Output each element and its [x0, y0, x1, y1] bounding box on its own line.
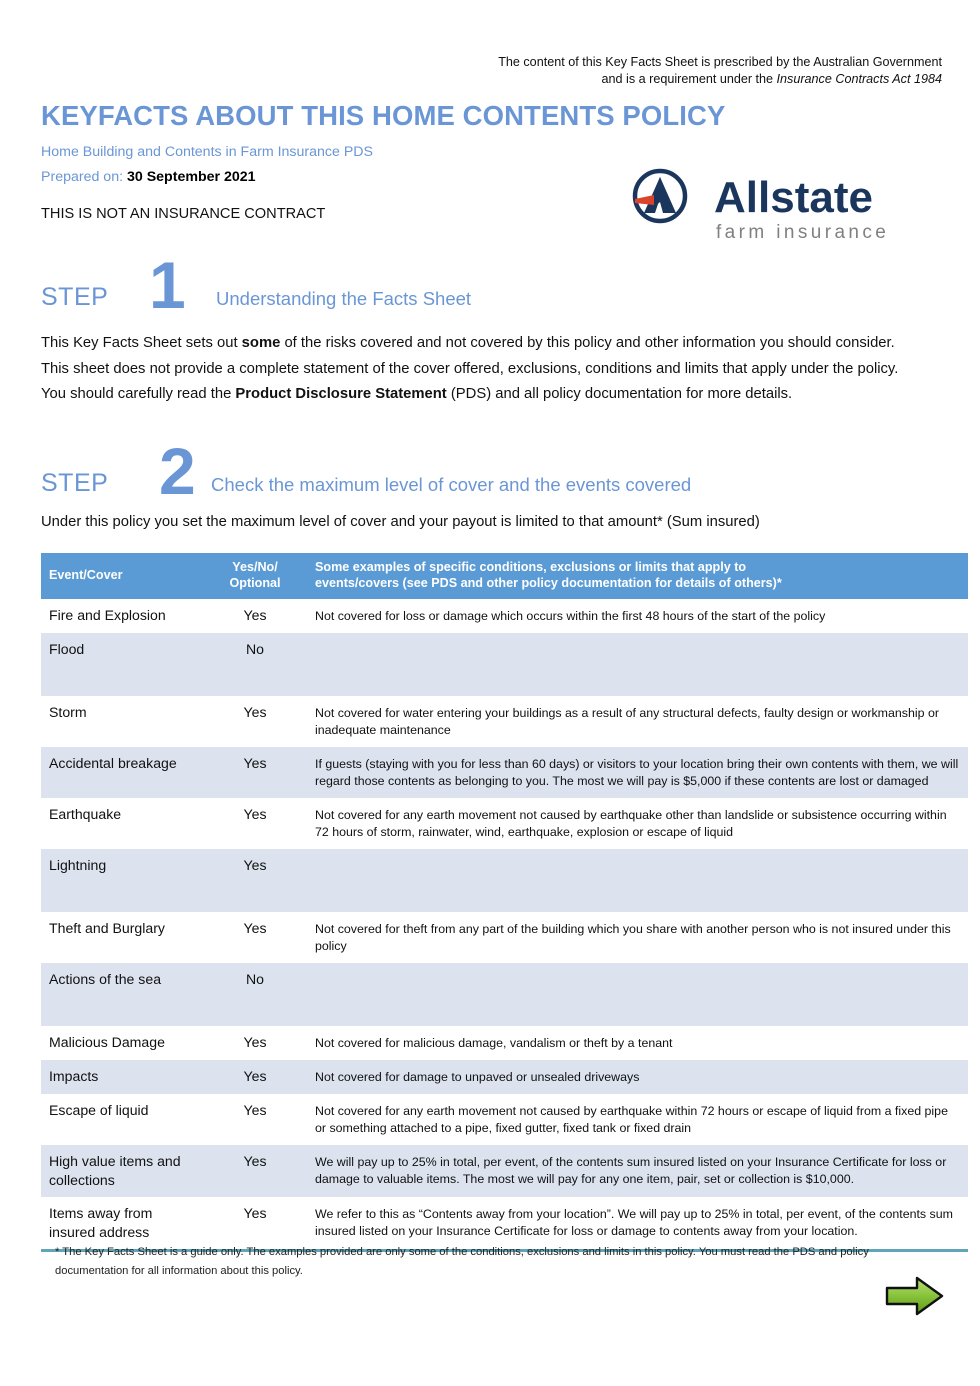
step-1-body-part3: (PDS) and all policy documentation for more details.: [446, 386, 793, 402]
cell-yes-no: No: [203, 963, 307, 1026]
column-header-examples: [307, 553, 968, 599]
cell-yes-no: Yes: [203, 747, 307, 798]
step-1-body-part2: of the risks covered and not covered by this policy and other information you should consider. This sheet does not provide a complete statement of the cover offered, exclusions, conditions and limits that apply under the policy. You should carefully read the: [41, 335, 899, 402]
events-cover-table: [41, 553, 968, 1252]
page-title: KEYFACTS ABOUT THIS HOME CONTENTS POLICY: [41, 100, 726, 131]
next-page-arrow-button[interactable]: [884, 1274, 946, 1318]
allstate-logo: [618, 168, 913, 246]
allstate-logo-svg: [618, 168, 913, 246]
step-1-number: 1: [149, 248, 185, 322]
step-1-body-bold-pds: Product Disclosure Statement: [235, 386, 447, 402]
page-subtitle: Home Building and Contents in Farm Insurance PDS: [41, 144, 373, 160]
column-header-yes-no-line2: Optional: [229, 575, 281, 590]
table-row: [41, 963, 968, 1026]
table-row: [41, 912, 968, 963]
cell-examples: If guests (staying with you for less than 60 days) or visitors to your location bring their own contents with them, we will regard those contents as belonging to you. The most we will pay is $5,000 if these contents are lost or damaged: [307, 747, 968, 798]
step-1-label: Understanding the Facts Sheet: [216, 288, 472, 309]
cell-examples: Not covered for water entering your buildings as a result of any structural defects, faulty design or workmanship or inadequate maintenance: [307, 696, 968, 747]
table-row: [41, 1145, 968, 1197]
not-a-contract-notice: THIS IS NOT AN INSURANCE CONTRACT: [41, 206, 326, 222]
cell-yes-no: Yes: [203, 1094, 307, 1145]
cell-examples: Not covered for damage to unpaved or unsealed driveways: [307, 1060, 968, 1094]
prescribed-note-line2-text: and is a requirement under the: [601, 71, 777, 86]
cell-examples: [307, 849, 968, 912]
table-row: [41, 798, 968, 849]
step-1-body-part1: This Key Facts Sheet sets out: [41, 335, 242, 351]
cell-yes-no: Yes: [203, 1060, 307, 1094]
events-cover-table-body: [41, 599, 968, 1251]
step-2-number: 2: [159, 434, 195, 508]
step-2-label: Check the maximum level of cover and the events covered: [211, 474, 692, 495]
step-2-intro: Under this policy you set the maximum level of cover and your payout is limited to that amount* (Sum insured): [41, 514, 760, 530]
prepared-on-date: 30 September 2021: [126, 169, 256, 185]
cell-yes-no: Yes: [203, 849, 307, 912]
step-1-body: [41, 331, 910, 414]
prepared-on-label: Prepared on:: [41, 169, 124, 185]
cell-yes-no: Yes: [203, 599, 307, 633]
cell-examples: Not covered for any earth movement not caused by earthquake within 72 hours or escape of liquid from a fixed pipe or something attached to a pipe, fixed gutter, fixed tank or fixed drain: [307, 1094, 968, 1145]
cell-event-cover: High value items and collections: [41, 1145, 203, 1197]
cell-yes-no: Yes: [203, 912, 307, 963]
step-1-body-bold-some: some: [241, 335, 281, 351]
cell-examples: Not covered for malicious damage, vandalism or theft by a tenant: [307, 1026, 968, 1060]
table-row: [41, 747, 968, 798]
table-row: [41, 1060, 968, 1094]
cell-yes-no: No: [203, 633, 307, 696]
step-2-heading: [41, 434, 801, 508]
cell-yes-no: Yes: [203, 798, 307, 849]
table-row: [41, 1094, 968, 1145]
table-row: [41, 696, 968, 747]
cell-examples: [307, 963, 968, 1026]
footnote-line1: * The Key Facts Sheet is a guide only. The examples provided are only some of the conditions, exclusions and limits in this policy. You must read the PDS and policy: [55, 1246, 869, 1258]
column-header-yes-no-line1: Yes/No/: [232, 560, 278, 574]
allstate-emblem-icon: [635, 171, 685, 221]
table-row: [41, 849, 968, 912]
column-header-yes-no-optional: [203, 553, 307, 599]
cell-event-cover: Actions of the sea: [41, 963, 203, 1026]
cell-examples: Not covered for any earth movement not caused by earthquake other than landslide or subsistence occurring within 72 hours of storm, rainwater, wind, earthquake, explosion or escape of liquid: [307, 798, 968, 849]
cell-yes-no: Yes: [203, 696, 307, 747]
column-header-examples-line2: events/covers (see PDS and other policy documentation for details of others)*: [315, 575, 782, 590]
cell-event-cover: Impacts: [41, 1060, 203, 1094]
footnote: [55, 1243, 935, 1281]
cell-event-cover: Theft and Burglary: [41, 912, 203, 963]
cell-event-cover: Lightning: [41, 849, 203, 912]
allstate-wordmark: Allstate: [714, 173, 873, 222]
cell-event-cover: Fire and Explosion: [41, 599, 203, 633]
allstate-tagline: farm insurance: [716, 222, 890, 243]
cell-yes-no: Yes: [203, 1026, 307, 1060]
cell-examples: [307, 633, 968, 696]
prescribed-note-line2: [322, 71, 942, 88]
table-row: [41, 633, 968, 696]
arrow-right-icon: [884, 1274, 946, 1318]
cell-yes-no: Yes: [203, 1197, 307, 1251]
cell-event-cover: Earthquake: [41, 798, 203, 849]
cell-event-cover: Malicious Damage: [41, 1026, 203, 1060]
footnote-line2: documentation for all information about this policy.: [55, 1265, 303, 1277]
table-row: [41, 599, 968, 633]
cell-event-cover: Accidental breakage: [41, 747, 203, 798]
step-1-word: STEP: [41, 283, 109, 311]
step-1-heading: [41, 248, 741, 322]
prescribed-note-line1: The content of this Key Facts Sheet is prescribed by the Australian Government: [498, 55, 942, 69]
table-header-row: [41, 553, 968, 599]
events-cover-table-head: [41, 553, 968, 599]
insurance-act-reference: Insurance Contracts Act 1984: [776, 71, 942, 86]
cell-examples: We will pay up to 25% in total, per event, of the contents sum insured listed on your Insurance Certificate for loss or damage to valuable items. The most we will pay for any one item, pair, set or collection is $10,000.: [307, 1145, 968, 1197]
cell-event-cover: Escape of liquid: [41, 1094, 203, 1145]
step-2-word: STEP: [41, 469, 109, 497]
cell-event-cover: Flood: [41, 633, 203, 696]
cell-event-cover: Items away from insured address: [41, 1197, 203, 1251]
column-header-event-cover: Event/Cover: [41, 553, 203, 599]
table-row: [41, 1026, 968, 1060]
cell-examples: Not covered for theft from any part of the building which you share with another person who is not insured under this policy: [307, 912, 968, 963]
cell-yes-no: Yes: [203, 1145, 307, 1197]
cell-event-cover: Storm: [41, 696, 203, 747]
prescribed-note: [322, 54, 942, 87]
cell-examples: We refer to this as “Contents away from your location”. We will pay up to 25% in total, per event, of the contents sum insured listed on your Insurance Certificate for loss or damage to contents away from your location.: [307, 1197, 968, 1251]
column-header-examples-line1: Some examples of specific conditions, exclusions or limits that apply to: [315, 560, 747, 574]
cell-examples: Not covered for loss or damage which occurs within the first 48 hours of the start of the policy: [307, 599, 968, 633]
